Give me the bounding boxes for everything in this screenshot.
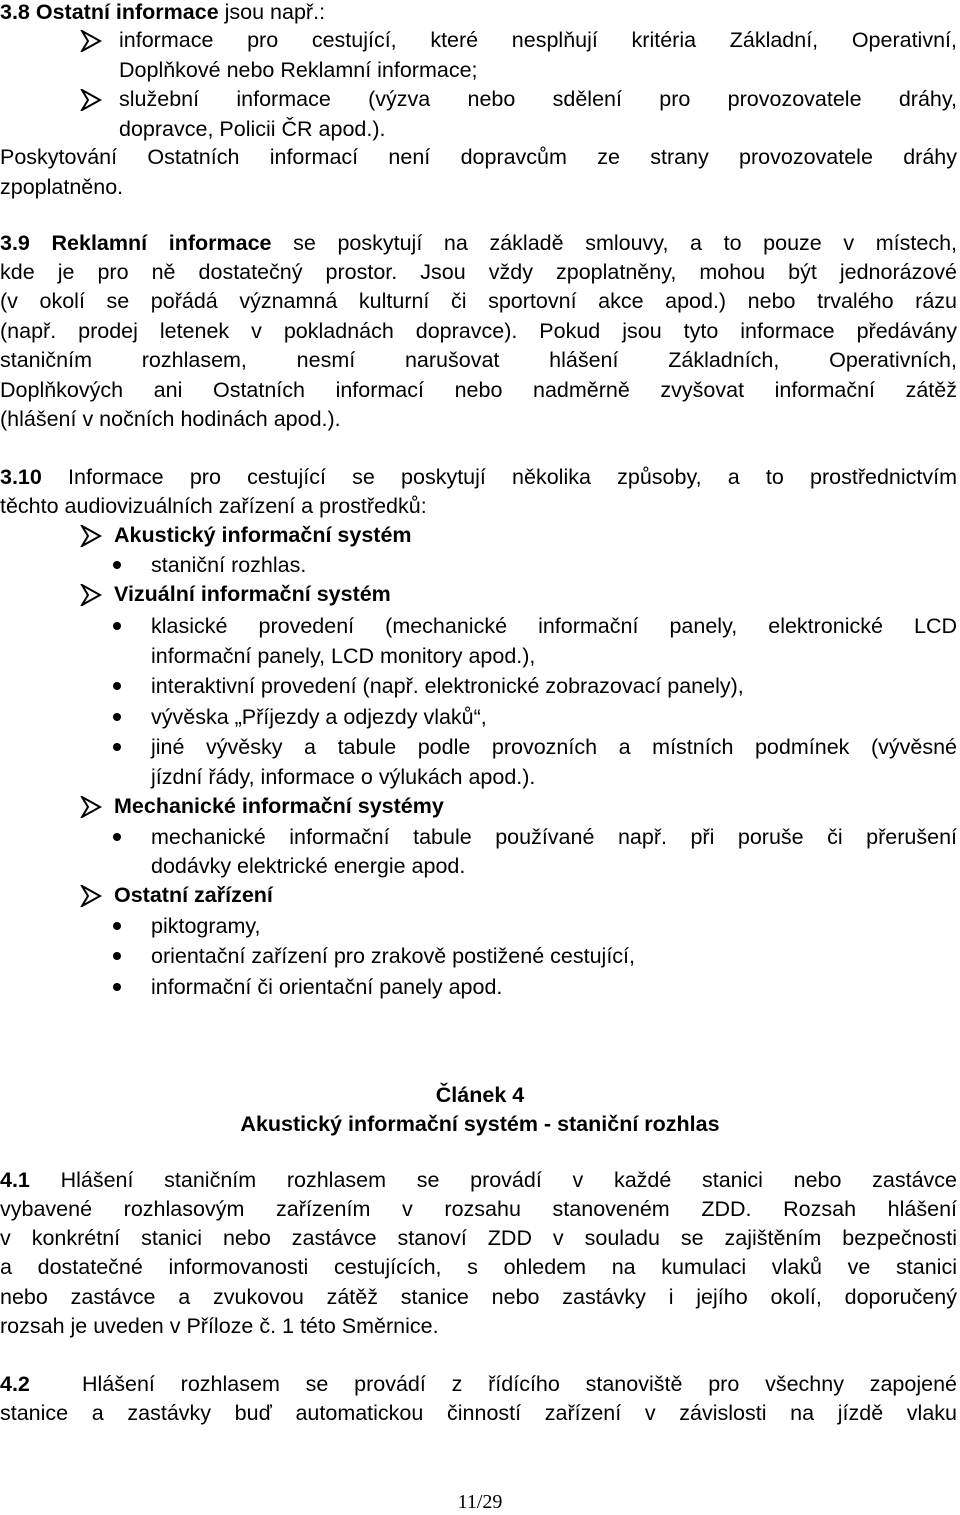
section-4-1-line: 4.1 Hlášení staničním rozhlasem se provádí v každé stanici nebo zastávce: [0, 1168, 957, 1192]
list-item-text: interaktivní provedení (např. elektronické zobrazovací panely),: [151, 674, 744, 698]
arrow-bullet-icon: [80, 30, 102, 52]
arrow-bullet-icon: [80, 89, 102, 111]
list-item-text: informační či orientační panely apod.: [151, 975, 503, 999]
arrow-bullet-icon: [80, 796, 102, 818]
bullet-icon: [113, 833, 121, 841]
article-number: Článek 4: [435, 1083, 525, 1107]
paragraph-text: stanice a zastávky buď automatickou činností zařízení v závislosti na jízdě vlaku: [0, 1401, 957, 1425]
section-3-10-line: 3.10 Informace pro cestující se poskytují několika způsoby, a to prostřednictvím: [0, 465, 957, 489]
arrow-bullet-icon: [80, 525, 102, 547]
group-title: Ostatní zařízení: [114, 883, 273, 907]
list-item-text: služební informace (výzva nebo sdělení pro provozovatele dráhy,: [119, 87, 957, 111]
bullet-icon: [113, 743, 121, 751]
paragraph-text: a dostatečné informovanosti cestujících, s ohledem na kumulaci vlaků ve stanici: [0, 1255, 957, 1279]
list-item-text: orientační zařízení pro zrakově postižené cestující,: [151, 944, 635, 968]
list-item-text: dopravce, Policii ČR apod.).: [119, 117, 386, 141]
paragraph-text: rozsah je uveden v Příloze č. 1 této Směrnice.: [0, 1314, 439, 1338]
paragraph-text: vybavené rozhlasovým zařízením v rozsahu stanoveném ZDD. Rozsah hlášení: [0, 1197, 957, 1221]
paragraph-text: Hlášení rozhlasem se provádí z řídícího stanoviště pro všechny zapojené: [82, 1372, 957, 1396]
arrow-bullet-icon: [80, 885, 102, 907]
paragraph-text: Poskytování Ostatních informací není dopravcům ze strany provozovatele dráhy: [0, 145, 957, 169]
paragraph-text: Doplňkových ani Ostatních informací nebo nadměrně zvyšovat informační zátěž: [0, 378, 957, 402]
group-title: Vizuální informační systém: [114, 582, 391, 606]
list-item-text: dodávky elektrické energie apod.: [151, 854, 466, 878]
list-item-text: mechanické informační tabule používané např. při poruše či přerušení: [151, 825, 957, 849]
paragraph-text: (hlášení v nočních hodinách apod.).: [0, 407, 341, 431]
bullet-icon: [113, 561, 121, 569]
bullet-icon: [113, 622, 121, 630]
bullet-icon: [113, 922, 121, 930]
group-title: Akustický informační systém: [114, 523, 412, 547]
paragraph-text: zpoplatněno.: [0, 175, 124, 199]
paragraph-text: v konkrétní stanici nebo zastávce stanoví ZDD v souladu se zajištěním bezpečnosti: [0, 1226, 957, 1250]
paragraph-text: těchto audiovizuálních zařízení a prostředků:: [0, 494, 427, 518]
bullet-icon: [113, 952, 121, 960]
section-3-9-line: 3.9 Reklamní informace se poskytují na základě smlouvy, a to pouze v místech,: [0, 231, 957, 255]
article-title: Akustický informační systém - staniční rozhlas: [240, 1112, 720, 1136]
list-item-text: vývěska „Příjezdy a odjezdy vlaků“,: [151, 705, 487, 729]
section-4-2-num: 4.2: [0, 1372, 30, 1396]
list-item-text: jiné vývěsky a tabule podle provozních a místních podmínek (vývěsné: [151, 735, 957, 759]
page-number: 11/29: [457, 1491, 503, 1513]
paragraph-text: staničním rozhlasem, nesmí narušovat hlášení Základních, Operativních,: [0, 348, 957, 372]
section-3-8-heading: 3.8 Ostatní informace jsou např.:: [0, 0, 326, 24]
bullet-icon: [113, 713, 121, 721]
paragraph-text: (např. prodej letenek v pokladnách dopravce). Pokud jsou tyto informace předávány: [0, 319, 957, 343]
paragraph-text: (v okolí se pořádá významná kulturní či sportovní akce apod.) nebo trvalého rázu: [0, 289, 957, 313]
group-title: Mechanické informační systémy: [114, 794, 444, 818]
bullet-icon: [113, 682, 121, 690]
list-item-text: klasické provedení (mechanické informační panely, elektronické LCD: [151, 614, 957, 638]
list-item-text: piktogramy,: [151, 914, 261, 938]
paragraph-text: nebo zastávce a zvukovou zátěž stanice nebo zastávky i jejího okolí, doporučený: [0, 1285, 957, 1309]
list-item-text: Doplňkové nebo Reklamní informace;: [119, 58, 478, 82]
list-item-text: jízdní řády, informace o výlukách apod.).: [151, 765, 536, 789]
list-item-text: staniční rozhlas.: [151, 553, 307, 577]
paragraph-text: kde je pro ně dostatečný prostor. Jsou vždy zpoplatněny, mohou být jednorázové: [0, 260, 957, 284]
arrow-bullet-icon: [80, 584, 102, 606]
list-item-text: informace pro cestující, které nesplňují kritéria Základní, Operativní,: [119, 28, 957, 52]
bullet-icon: [113, 983, 121, 991]
list-item-text: informační panely, LCD monitory apod.),: [151, 644, 536, 668]
